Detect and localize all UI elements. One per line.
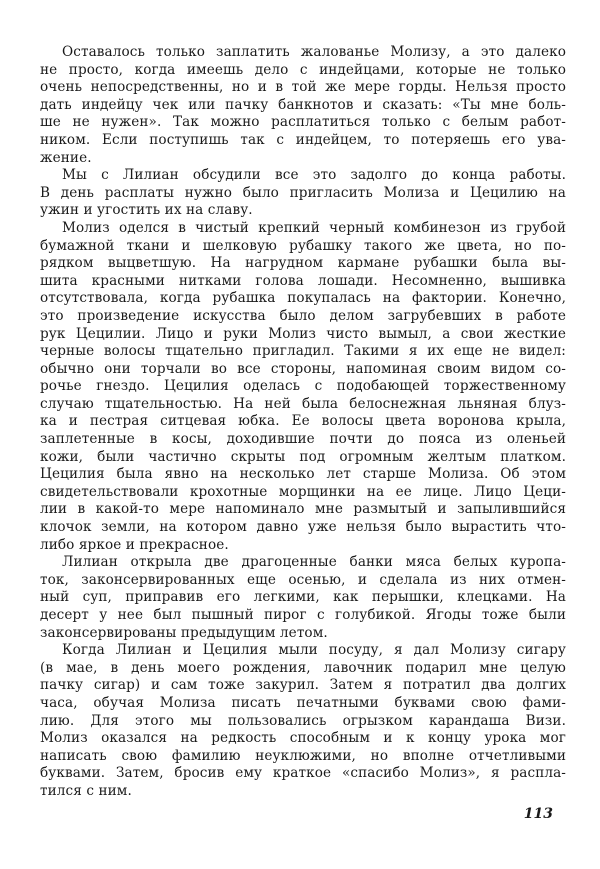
text-line: это произведение искусства было делом загрубевших в работе bbox=[40, 307, 566, 324]
text-line: рочье гнездо. Цецилия оделась с подобающей торжественному bbox=[40, 378, 566, 395]
paragraph bbox=[40, 44, 566, 167]
text-line: бумажной ткани и шелковую рубашку такого же цвета, но по- bbox=[40, 237, 566, 254]
text-line: Цецилия была явно на несколько лет старше Молиза. Об этом bbox=[40, 466, 566, 483]
text-line: Оставалось только заплатить жалованье Молизу, а это далеко bbox=[62, 44, 566, 60]
text-line: очень непосредственны, но и в той же мере горды. Нельзя просто bbox=[40, 79, 566, 96]
text-line: часа, обучая Молиза писать печатными буквами свою фами- bbox=[40, 694, 566, 711]
text-line: лии в какой-то мере напоминало мне размытый и запылившийся bbox=[40, 501, 566, 518]
text-line: кожи, были частично скрыты под огромным желтым платком. bbox=[40, 448, 566, 465]
text-line: рядком выцветшую. На нагрудном кармане рубашки была вы- bbox=[40, 255, 566, 272]
text-line: черные волосы тщательно пригладил. Такими я их еще не видел: bbox=[40, 343, 566, 360]
text-line: тился с ним. bbox=[40, 782, 132, 799]
paragraph bbox=[40, 642, 566, 800]
text-line: лию. Для этого мы пользовались огрызком карандаша Визи. bbox=[40, 712, 566, 729]
text-line: заплетенные в косы, доходившие почти до пояса из оленьей bbox=[40, 431, 566, 448]
page-number: 113 bbox=[523, 806, 553, 822]
text-line: буквами. Затем, бросив ему краткое «спасибо Молиз», я распла- bbox=[40, 765, 566, 782]
text-line: шита красными нитками голова лошади. Несомненно, вышивка bbox=[40, 272, 566, 289]
text-line: ником. Если поступишь так с индейцем, то потеряешь его ува- bbox=[40, 131, 566, 148]
paragraph bbox=[40, 554, 566, 642]
text-line: не просто, когда имеешь дело с индейцами, которые не только bbox=[40, 61, 566, 78]
text-line: свидетельствовали крохотные морщинки на ее лице. Лицо Цеци- bbox=[40, 483, 566, 500]
text-line: Мы с Лилиан обсудили все это задолго до конца работы. bbox=[62, 167, 566, 184]
paragraph bbox=[40, 167, 566, 220]
text-line: (в мае, в день моего рождения, лавочник подарил мне целую bbox=[40, 659, 566, 676]
text-line: жение. bbox=[40, 149, 92, 166]
text-line: обычно они торчали во все стороны, напоминая своим видом со- bbox=[40, 360, 566, 377]
text-line: Когда Лилиан и Цецилия мыли посуду, я дал Молизу сигару bbox=[62, 642, 566, 659]
text-line: ше не нужен». Так можно расплатиться только с белым работ- bbox=[40, 114, 566, 131]
text-line: ток, законсервированных еще осенью, и сделала из них отмен- bbox=[40, 571, 566, 588]
text-line: ка и пестрая ситцевая юбка. Ее волосы цвета воронова крыла, bbox=[40, 413, 566, 430]
text-line: либо яркое и прекрасное. bbox=[40, 536, 229, 553]
text-line: ужин и угостить их на славу. bbox=[40, 202, 253, 219]
paragraph bbox=[40, 220, 566, 554]
text-line: рук Цецилии. Лицо и руки Молиз чисто вымыл, а свои жесткие bbox=[40, 325, 566, 342]
text-line: ный суп, приправив его легкими, как перышки, клецками. На bbox=[40, 589, 566, 606]
page-body bbox=[40, 44, 566, 801]
text-line: законсервированы предыдущим летом. bbox=[40, 624, 328, 641]
text-line: Молиз оделся в чистый крепкий черный комбинезон из грубой bbox=[62, 219, 566, 236]
text-line: дать индейцу чек или пачку банкнотов и сказать: «Ты мне боль- bbox=[40, 96, 566, 113]
text-line: Молиз оказался на редкость способным и к концу урока мог bbox=[40, 730, 566, 747]
text-line: пачку сигар) и сам тоже закурил. Затем я потратил два долгих bbox=[40, 677, 566, 694]
text-line: десерт у нее был пышный пирог с голубикой. Ягоды тоже были bbox=[40, 607, 566, 623]
text-line: отсутствовала, когда рубашка покупалась на фактории. Конечно, bbox=[40, 290, 566, 307]
text-line: клочок земли, на котором давно уже нельзя было вырастить что- bbox=[40, 519, 566, 536]
text-line: В день расплаты нужно было пригласить Молиза и Цецилию на bbox=[40, 184, 566, 201]
text-line: Лилиан открыла две драгоценные банки мяса белых куропа- bbox=[62, 554, 566, 571]
text-line: случаю тщательностью. На ней была белоснежная льняная блуз- bbox=[40, 395, 566, 412]
text-line: написать свою фамилию неуклюжими, но вполне отчетливыми bbox=[40, 747, 566, 764]
